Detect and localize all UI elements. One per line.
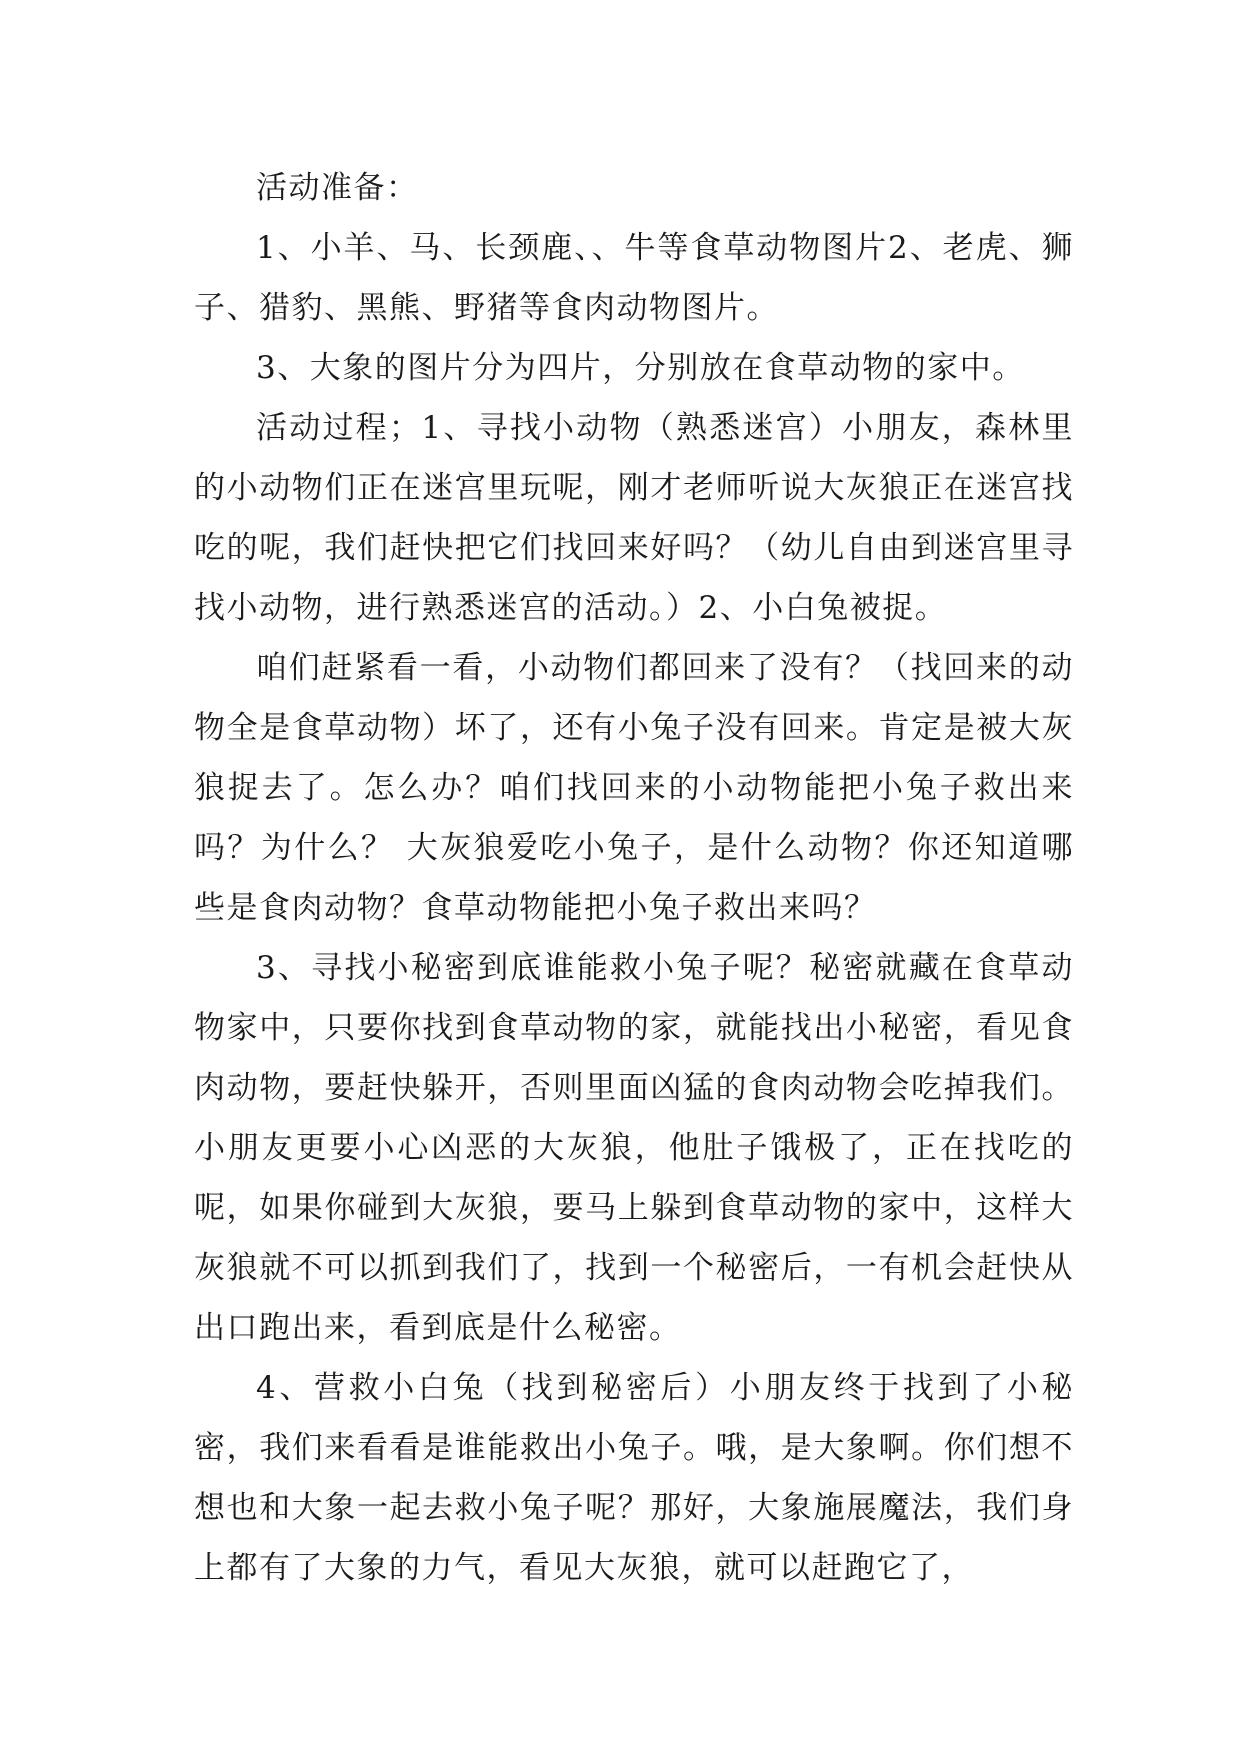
body-text <box>194 158 1074 1598</box>
paragraph-process-1: 活动过程；1、寻找小动物（熟悉迷宫）小朋友，森林里的小动物们正在迷宫里玩呢，刚才老师听说大灰狼正在迷宫找吃的呢，我们赶快把它们找回来好吗？（幼儿自由到迷宫里寻找小动物，进行熟悉迷宫的活动。）2、小白兔被捉。 <box>194 410 1074 626</box>
paragraph-process-4: 4、营救小白兔（找到秘密后）小朋友终于找到了小秘密，我们来看看是谁能救出小兔子。哦，是大象啊。你们想不想也和大象一起去救小兔子呢？那好，大象施展魔法，我们身上都有了大象的力气，看见大灰狼，就可以赶跑它了， <box>194 1370 1074 1586</box>
paragraph-materials-3: 3、大象的图片分为四片，分别放在食草动物的家中。 <box>256 350 1025 386</box>
paragraph-process-3: 3、寻找小秘密到底谁能救小兔子呢？秘密就藏在食草动物家中，只要你找到食草动物的家，就能找出小秘密，看见食肉动物，要赶快躲开，否则里面凶猛的食肉动物会吃掉我们。小朋友更要小心凶恶的大灰狼，他肚子饿极了，正在找吃的呢，如果你碰到大灰狼，要马上躲到食草动物的家中，这样大灰狼就不可以抓到我们了，找到一个秘密后，一有机会赶快从出口跑出来，看到底是什么秘密。 <box>194 950 1074 1346</box>
paragraph-materials-1-2: 1、小羊、马、长颈鹿、、牛等食草动物图片2、老虎、狮子、猎豹、黑熊、野猪等食肉动物图片。 <box>194 230 1074 326</box>
paragraph-preparation-heading: 活动准备： <box>256 170 419 206</box>
paragraph-process-2: 咱们赶紧看一看，小动物们都回来了没有？（找回来的动物全是食草动物）坏了，还有小兔子没有回来。肯定是被大灰狼捉去了。怎么办？咱们找回来的小动物能把小兔子救出来吗？为什么？ 大灰狼爱吃小兔子，是什么动物？你还知道哪些是食肉动物？食草动物能把小兔子救出来吗？ <box>194 650 1074 926</box>
